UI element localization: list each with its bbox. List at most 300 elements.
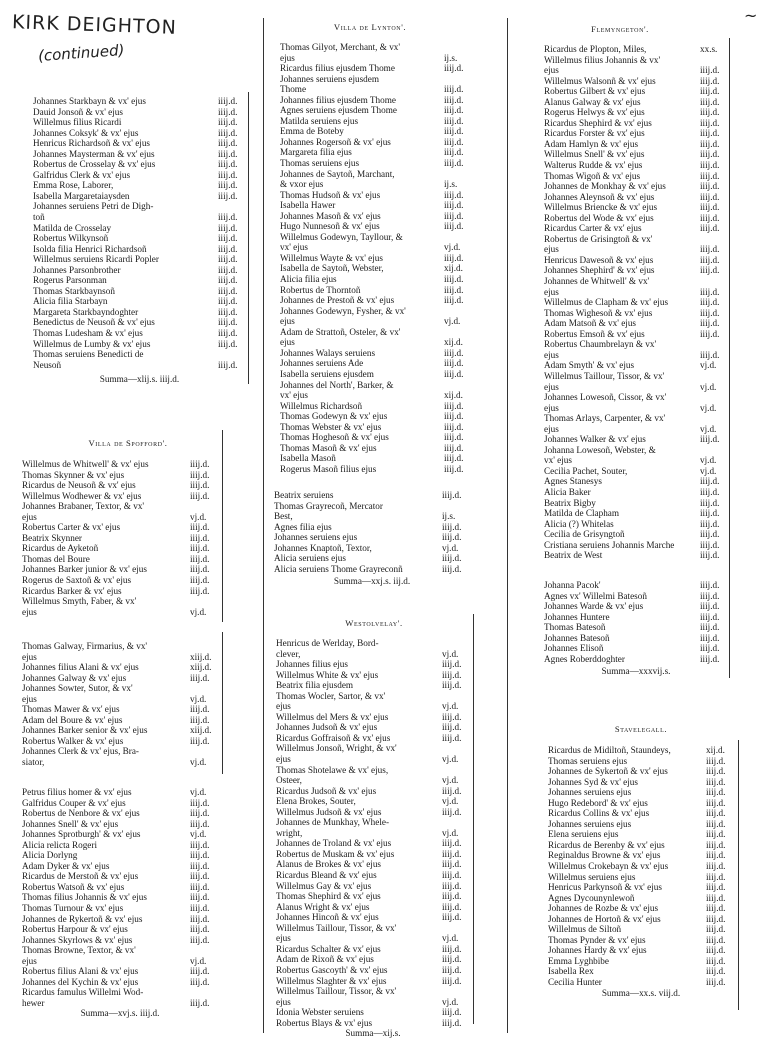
- ledger-entry: [544, 318, 728, 329]
- ledger-entry: [280, 358, 472, 369]
- ledger-entry: [280, 63, 472, 74]
- entry-amount: xx.s.: [700, 44, 718, 54]
- entry-amount: iiij.d.: [706, 839, 726, 850]
- col1-total1: Summa—xlij.s. iiij.d.: [99, 374, 180, 384]
- ledger-entry: [544, 622, 728, 633]
- entry-name: Johannes Galway & vx' ejus: [22, 672, 127, 683]
- col3-total2: Summa—xx.s. viij.d.: [601, 988, 681, 998]
- ledger-entry: [544, 308, 728, 319]
- entry-name: Cecilia Hunter: [548, 977, 602, 988]
- ledger-entry: [22, 694, 218, 705]
- entry-amount: vj.d.: [442, 542, 459, 553]
- ledger-entry: [280, 306, 472, 317]
- col3-block2: [544, 580, 728, 664]
- ledger-entry: [280, 158, 472, 169]
- entry-name: Johannes Knaptoñ, Textor,: [274, 542, 372, 553]
- ledger-entry: [276, 743, 470, 754]
- entry-name: Johannes Elisoñ: [544, 643, 604, 654]
- entry-name: Robertus Gilbert & vx' ejus: [544, 86, 646, 97]
- entry-name: ejus: [22, 693, 37, 704]
- entry-amount: xij.d.: [444, 337, 463, 348]
- entry-amount: iiij.d.: [706, 850, 726, 861]
- entry-name: Johannes filius ejus: [276, 659, 348, 670]
- ledger-entry: [33, 307, 246, 318]
- entry-amount: vj.d.: [190, 606, 207, 617]
- entry-amount: iiij.d.: [444, 295, 464, 306]
- entry-name: Robertus de Thorntoñ: [280, 284, 361, 295]
- entry-amount: iiij.d.: [190, 839, 210, 850]
- ledger-entry: [22, 840, 218, 851]
- ledger-entry: [544, 601, 728, 612]
- entry-amount: iiij.d.: [190, 871, 210, 882]
- col2-block1: [280, 42, 472, 474]
- entry-amount: iiij.d.: [444, 115, 464, 126]
- entry-amount: iiij.d.: [190, 564, 210, 575]
- entry-amount: iiij.d.: [444, 347, 464, 358]
- ledger-entry: [544, 424, 728, 435]
- ledger-entry: [280, 84, 472, 95]
- entry-name: Johannes Warde & vx' ejus: [544, 601, 644, 612]
- entry-amount: iiij.d.: [190, 850, 210, 861]
- entry-amount: vj.d.: [700, 465, 717, 476]
- entry-name: Willelmus de Clapham & vx' ejus: [544, 297, 669, 308]
- entry-amount: iiij.d.: [218, 96, 238, 106]
- stavelegall-heading: Stavelegall.: [614, 724, 668, 734]
- entry-name: Dauid Jonsoñ & vx' ejus: [33, 106, 123, 117]
- entry-amount: vj.d.: [190, 787, 207, 797]
- ledger-entry: [22, 798, 218, 809]
- column-rule-8: [738, 740, 739, 1010]
- ledger-entry: [280, 179, 472, 190]
- entry-amount: iiij.d.: [218, 275, 238, 286]
- entry-name: Willelmus Judsoñ & vx' ejus: [276, 806, 382, 817]
- ledger-entry: [33, 170, 246, 181]
- entry-name: Willelmus Smyth, Faber, & vx': [22, 596, 137, 607]
- lynton-heading: Villa de Lynton'.: [333, 22, 407, 32]
- entry-name: Cristiana seruiens Johannis Marche: [544, 539, 675, 550]
- entry-name: Ricardus Carter & vx' ejus: [544, 223, 642, 234]
- entry-name: Thomas Shephird & vx' ejus: [276, 891, 381, 902]
- entry-name: Willelmus seruiens Ricardi Popler: [33, 254, 159, 265]
- entry-name: Thomas Skynner & vx' ejus: [22, 469, 125, 480]
- ledger-entry: [276, 701, 470, 712]
- ledger-entry: [22, 480, 218, 491]
- entry-amount: iiij.d.: [442, 806, 462, 817]
- ledger-entry: [276, 733, 470, 744]
- entry-name: Agnes Dycounynlewoñ: [548, 892, 635, 903]
- entry-name: Willelmus Taillour, Tissor, & vx': [276, 922, 397, 933]
- ledger-entry: [22, 607, 218, 618]
- ledger-entry: [544, 360, 728, 371]
- ledger-entry: [548, 882, 734, 893]
- entry-name: Emma Rose, Laborer,: [33, 180, 114, 191]
- ledger-entry: [544, 392, 728, 403]
- entry-amount: iiij.d.: [700, 75, 720, 86]
- entry-name: Beatrix seruiens: [274, 490, 334, 500]
- ledger-entry: [33, 360, 246, 371]
- ledger-entry: [544, 329, 728, 340]
- ledger-entry: [33, 254, 246, 265]
- entry-amount: iiij.d.: [700, 643, 720, 654]
- entry-amount: vj.d.: [442, 775, 459, 786]
- corner-mark: ~: [744, 6, 759, 25]
- entry-amount: iiij.d.: [700, 149, 720, 160]
- entry-name: toñ: [33, 212, 45, 223]
- ledger-entry: [544, 44, 728, 55]
- entry-name: ejus: [280, 316, 295, 327]
- ledger-entry: [22, 903, 218, 914]
- entry-name: Robertus de Crosselay & vx' ejus: [33, 159, 156, 170]
- entry-amount: iiij.d.: [190, 480, 210, 491]
- col2-block3: [276, 638, 470, 1028]
- entry-name: Robertus de Muskam & vx' ejus: [276, 848, 395, 859]
- entry-name: Adam Dyker & vx' ejus: [22, 860, 110, 871]
- ledger-entry: [274, 543, 470, 554]
- entry-name: Johannes Lowesoñ, Cissor, & vx': [544, 392, 667, 403]
- entry-name: Johannes Starkbayn & vx' ejus: [33, 96, 146, 106]
- entry-name: Willelmus Walsonñ & vx' ejus: [544, 75, 656, 86]
- ledger-entry: [276, 1007, 470, 1018]
- entry-name: Robertus Carter & vx' ejus: [22, 522, 121, 533]
- ledger-entry: [544, 118, 728, 129]
- ledger-entry: [280, 285, 472, 296]
- entry-amount: iiij.d.: [706, 797, 726, 808]
- entry-name: Robertus de Grisingtoñ & vx': [544, 233, 653, 244]
- entry-name: Johannes Sowter, Sutor, & vx': [22, 683, 133, 694]
- ledger-entry: [276, 691, 470, 702]
- entry-name: ejus: [280, 52, 295, 63]
- ledger-entry: [280, 53, 472, 64]
- ledger-entry: [544, 213, 728, 224]
- ledger-entry: [22, 977, 218, 988]
- entry-name: Thomas Wigoñ & vx' ejus: [544, 170, 641, 181]
- ledger-entry: [544, 371, 728, 382]
- entry-name: Johannes Rogersoñ & vx' ejus: [280, 136, 391, 147]
- ledger-entry: [280, 263, 472, 274]
- entry-name: ejus: [22, 651, 37, 662]
- entry-name: Willelmus Slaghter & vx' ejus: [276, 975, 387, 986]
- entry-amount: vj.d.: [190, 829, 207, 840]
- ledger-entry: [22, 871, 218, 882]
- entry-name: Willelmus Snell' & vx' ejus: [544, 149, 645, 160]
- ledger-entry: [544, 529, 728, 540]
- entry-amount: iiij.d.: [706, 829, 726, 840]
- ledger-entry: [22, 987, 218, 998]
- ledger-entry: [276, 775, 470, 786]
- entry-name: ejus: [22, 511, 37, 522]
- entry-name: Willelmus de Whitwell' & vx' ejus: [22, 459, 149, 469]
- entry-name: Willelmus Briencke & vx' ejus: [544, 202, 658, 213]
- entry-name: Emma Lyghbibe: [548, 955, 609, 966]
- ledger-entry: [544, 234, 728, 245]
- entry-amount: vj.d.: [700, 455, 717, 466]
- ledger-entry: [276, 976, 470, 987]
- entry-name: Johanna Pacok': [544, 580, 601, 590]
- entry-amount: iiij.d.: [700, 518, 720, 529]
- ledger-entry: [276, 891, 470, 902]
- ledger-entry: [280, 74, 472, 85]
- entry-amount: xiij.d.: [190, 725, 212, 736]
- entry-name: Thomas seruiens ejus: [548, 755, 628, 766]
- entry-name: Cecilia de Grisyngtoñ: [544, 529, 625, 540]
- ledger-entry: [276, 649, 470, 660]
- ledger-entry: [276, 638, 470, 649]
- entry-amount: iiij.d.: [706, 955, 726, 966]
- ledger-entry: [33, 191, 246, 202]
- entry-amount: iiij.d.: [700, 434, 720, 445]
- entry-name: ejus: [276, 701, 291, 712]
- entry-name: Johannes de Whitwell' & vx': [544, 276, 650, 287]
- entry-amount: iiij.d.: [444, 432, 464, 443]
- ledger-entry: [544, 265, 728, 276]
- entry-amount: vj.d.: [700, 423, 717, 434]
- entry-name: Johannes Snell' & vx' ejus: [22, 818, 119, 829]
- entry-name: Adam Hamlyn & vx' ejus: [544, 138, 639, 149]
- ledger-entry: [544, 403, 728, 414]
- entry-amount: iiij.d.: [442, 563, 462, 574]
- entry-amount: iiij.d.: [442, 848, 462, 859]
- entry-name: Robertus filius Alani & vx' ejus: [22, 966, 139, 977]
- entry-name: vx' ejus: [280, 390, 308, 401]
- entry-amount: xiij.d.: [190, 651, 212, 662]
- ledger-entry: [548, 966, 734, 977]
- entry-amount: iiij.d.: [190, 892, 210, 903]
- ledger-entry: [22, 924, 218, 935]
- entry-name: ejus: [544, 349, 559, 360]
- ledger-entry: [544, 171, 728, 182]
- entry-amount: iiij.d.: [700, 202, 720, 213]
- ledger-entry: [548, 808, 734, 819]
- ledger-entry: [544, 160, 728, 171]
- entry-amount: vj.d.: [700, 402, 717, 413]
- entry-name: Petrus filius homer & vx' ejus: [22, 787, 132, 797]
- ledger-entry: [33, 201, 246, 212]
- ledger-entry: [548, 850, 734, 861]
- entry-name: Alanus Wright & vx' ejus: [276, 901, 370, 912]
- entry-amount: iiij.d.: [190, 818, 210, 829]
- ledger-entry: [280, 411, 472, 422]
- ledger-entry: [22, 914, 218, 925]
- entry-name: Johannes Clerk & vx' ejus, Bra-: [22, 746, 139, 757]
- entry-amount: vj.d.: [442, 796, 459, 807]
- entry-amount: iiij.d.: [444, 63, 464, 74]
- entry-name: Ricardus de Berenby & vx' ejus: [548, 839, 665, 850]
- entry-amount: iiij.d.: [442, 859, 462, 870]
- entry-amount: iiij.d.: [700, 170, 720, 181]
- ledger-entry: [33, 339, 246, 350]
- ledger-entry: [544, 255, 728, 266]
- column-rule-5: [473, 614, 474, 1024]
- ledger-entry: [22, 935, 218, 946]
- entry-amount: iiij.d.: [700, 191, 720, 202]
- col1-block2: [22, 459, 218, 617]
- ledger-entry: [276, 954, 470, 965]
- entry-name: Isolda filia Henrici Richardsoñ: [33, 243, 147, 254]
- entry-name: Robertus Blays & vx' ejus: [276, 1017, 373, 1028]
- entry-name: ejus: [276, 996, 291, 1007]
- ledger-entry: [276, 881, 470, 892]
- entry-amount: iiij.d.: [442, 521, 462, 532]
- ledger-entry: [22, 715, 218, 726]
- ledger-entry: [544, 487, 728, 498]
- entry-name: siator,: [22, 757, 45, 768]
- entry-amount: iiij.d.: [700, 539, 720, 550]
- entry-amount: iiij.d.: [444, 453, 464, 464]
- column-rule-2: [222, 430, 223, 622]
- entry-name: Ricardus famulus Willelmi Wod-: [22, 987, 144, 998]
- entry-amount: iiij.d.: [190, 934, 210, 945]
- entry-name: Margareta filia ejus: [280, 147, 352, 158]
- ledger-entry: [544, 508, 728, 519]
- entry-name: Johanna Lowesoñ, Webster, &: [544, 444, 656, 455]
- entry-amount: vj.d.: [190, 955, 207, 966]
- ledger-entry: [280, 200, 472, 211]
- entry-name: Johannes de Rykertoñ & vx' ejus: [22, 913, 143, 924]
- entry-name: Robertus del Wode & vx' ejus: [544, 212, 654, 223]
- col1-total2: Summa—xvj.s. iiij.d.: [80, 1008, 160, 1018]
- col3-block3: [548, 745, 734, 988]
- entry-amount: iiij.d.: [700, 307, 720, 318]
- ledger-entry: [544, 633, 728, 644]
- entry-amount: iiij.d.: [190, 553, 210, 564]
- entry-name: Willelmus Richardsoñ: [280, 400, 363, 411]
- entry-amount: iiij.d.: [700, 265, 720, 276]
- entry-name: Thomas Grayrecoñ, Mercator: [274, 500, 383, 511]
- entry-name: Johannes de Hortoñ & vx' ejus: [548, 913, 661, 924]
- entry-name: Ricardus Schalter & vx' ejus: [276, 943, 381, 954]
- ledger-entry: [22, 662, 218, 673]
- entry-amount: iiij.d.: [444, 94, 464, 105]
- entry-amount: iiij.d.: [706, 934, 726, 945]
- entry-amount: iiij.d.: [218, 222, 238, 233]
- ledger-entry: [33, 149, 246, 160]
- entry-name: ejus: [544, 402, 559, 413]
- entry-name: Matilda de Crosselay: [33, 222, 112, 233]
- entry-name: Ricardus de Plopton, Miles,: [544, 44, 647, 54]
- entry-amount: iiij.d.: [706, 903, 726, 914]
- entry-name: Ricardus filius ejusdem Thome: [280, 63, 395, 74]
- entry-name: Thomas Mawer & vx' ejus: [22, 704, 120, 715]
- ledger-entry: [22, 829, 218, 840]
- ledger-entry: [33, 223, 246, 234]
- entry-amount: iiij.d.: [190, 735, 210, 746]
- ledger-entry: [276, 859, 470, 870]
- ledger-entry: [22, 757, 218, 768]
- entry-name: Ricardus de Midiltoñ, Staundeys,: [548, 745, 671, 755]
- entry-name: Robertus Chaumbrelayn & vx': [544, 339, 657, 350]
- entry-name: & vxor ejus: [280, 179, 324, 190]
- ledger-entry: [548, 861, 734, 872]
- entry-amount: iiij.d.: [706, 966, 726, 977]
- entry-name: Rogerus Masoñ filius ejus: [280, 463, 377, 474]
- entry-amount: iiij.d.: [442, 870, 462, 881]
- ledger-entry: [22, 533, 218, 544]
- entry-amount: iiij.d.: [218, 106, 238, 117]
- ledger-entry: [276, 786, 470, 797]
- entry-name: Hugo Nunnesoñ & vx' ejus: [280, 221, 380, 232]
- entry-name: Johannes seruiens Ade: [280, 358, 364, 369]
- ledger-entry: [22, 554, 218, 565]
- entry-name: ejus: [544, 286, 559, 297]
- entry-amount: iiij.d.: [190, 543, 210, 554]
- entry-name: Johannes de Rozbe & vx' ejus: [548, 903, 659, 914]
- ledger-entry: [22, 522, 218, 533]
- ledger-entry: [276, 670, 470, 681]
- entry-amount: iiij.d.: [700, 622, 720, 633]
- ledger-entry: [280, 42, 472, 53]
- column-rule-1: [248, 92, 249, 384]
- entry-name: wright,: [276, 827, 303, 838]
- entry-name: Johannes Masoñ & vx' ejus: [280, 210, 381, 221]
- entry-amount: iiij.d.: [444, 136, 464, 147]
- entry-amount: iiij.d.: [190, 808, 210, 819]
- entry-name: Willelmus Gay & vx' ejus: [276, 880, 372, 891]
- entry-amount: iiij.d.: [700, 611, 720, 622]
- ledger-entry: [544, 97, 728, 108]
- entry-name: Thomas Shotelawe & vx' ejus,: [276, 764, 389, 775]
- ledger-entry: [280, 348, 472, 359]
- entry-name: Thomas Masoñ & vx' ejus: [280, 442, 377, 453]
- entry-name: clever,: [276, 648, 301, 659]
- entry-amount: ij.s.: [444, 52, 458, 63]
- entry-name: ejus: [22, 606, 37, 617]
- entry-amount: iiij.d.: [442, 532, 462, 543]
- entry-name: Thomas Godewyn & vx' ejus: [280, 411, 388, 422]
- ledger-entry: [544, 550, 728, 561]
- ledger-entry: [22, 586, 218, 597]
- entry-name: Johannes Godewyn, Fysher, & vx': [280, 305, 406, 316]
- entry-name: Ricardus Collins & vx' ejus: [548, 808, 650, 819]
- ledger-entry: [544, 455, 728, 466]
- entry-name: Alanus Galway & vx' ejus: [544, 96, 641, 107]
- ledger-entry: [276, 712, 470, 723]
- entry-amount: iiij.d.: [442, 490, 462, 500]
- ledger-entry: [33, 286, 246, 297]
- entry-amount: iiij.d.: [190, 585, 210, 596]
- entry-name: Johannes Huntere: [544, 611, 610, 622]
- entry-amount: vj.d.: [442, 754, 459, 765]
- ledger-entry: [548, 903, 734, 914]
- ledger-entry: [22, 596, 218, 607]
- entry-amount: iiij.d.: [700, 497, 720, 508]
- entry-name: Galfridus Couper & vx' ejus: [22, 797, 126, 808]
- entry-amount: iiij.d.: [700, 254, 720, 265]
- ledger-entry: [22, 543, 218, 554]
- westolvelay-heading: Westolvelay'.: [345, 618, 403, 628]
- entry-name: Thomas Starkbaynsoñ: [33, 285, 115, 296]
- entry-name: Johannes de Prestoñ & vx' ejus: [280, 295, 395, 306]
- entry-name: ejus: [544, 244, 559, 255]
- entry-amount: vj.d.: [190, 693, 207, 704]
- entry-amount: iiij.d.: [700, 86, 720, 97]
- entry-name: Best,: [274, 511, 293, 522]
- entry-name: Adam Matsoñ & vx' ejus: [544, 318, 636, 329]
- entry-amount: iiij.d.: [442, 1007, 462, 1018]
- ledger-entry: [33, 328, 246, 339]
- entry-name: Thomas Wocler, Sartor, & vx': [276, 690, 386, 701]
- entry-name: Thomas Hudsoñ & vx' ejus: [280, 189, 381, 200]
- entry-name: Isabella Rex: [548, 966, 594, 977]
- ledger-entry: [544, 128, 728, 139]
- entry-name: ejus: [276, 933, 291, 944]
- ledger-entry: [33, 96, 246, 107]
- entry-amount: iiij.d.: [700, 580, 720, 590]
- ledger-entry: [544, 244, 728, 255]
- ledger-entry: [548, 798, 734, 809]
- entry-name: Agnes seruiens ejusdem Thome: [280, 105, 397, 116]
- ledger-entry: [22, 892, 218, 903]
- ledger-entry: [22, 882, 218, 893]
